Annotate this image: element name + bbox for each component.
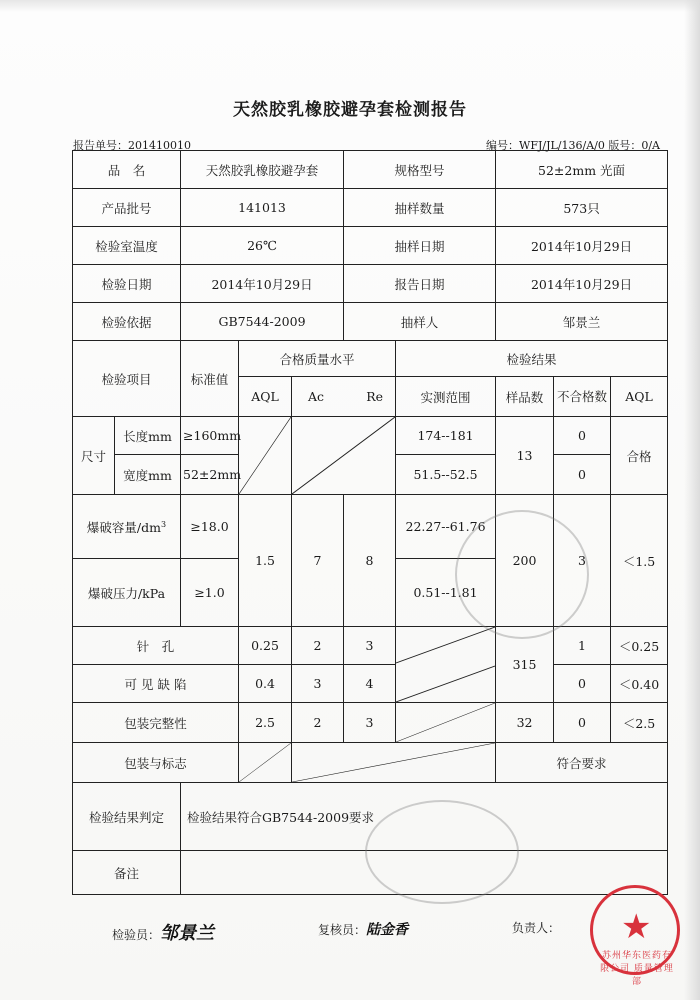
visible-defect-ac: 3 (292, 665, 344, 703)
info-row (73, 303, 668, 341)
seal-text: 苏州华东医药有限公司 质量管理部 (600, 951, 674, 987)
label-spec: 规格型号 (344, 151, 496, 189)
label-test-date: 检验日期 (73, 265, 181, 303)
burst-pressure-standard: ≥1.0 (181, 559, 239, 627)
length-standard: ≥160mm (181, 417, 239, 455)
label-sample-qty: 抽样数量 (344, 189, 496, 227)
value-test-date: 2014年10月29日 (181, 265, 344, 303)
pinhole-aql: 0.25 (239, 627, 292, 665)
value-sampler: 邹景兰 (496, 303, 668, 341)
report-title: 天然胶乳橡胶避孕套检测报告 (233, 100, 467, 120)
pinhole-defects: 1 (554, 627, 611, 665)
width-defects: 0 (554, 455, 611, 495)
inspector-signature (112, 919, 214, 945)
reviewer-signature (318, 919, 408, 939)
burst-pressure-range: 0.51--1.81 (396, 559, 496, 627)
size-samples: 13 (496, 417, 554, 495)
report-number: 报告单号：201410010 (73, 139, 191, 152)
value-batch: 141013 (181, 189, 344, 227)
header-range: 实测范围 (396, 377, 496, 417)
value-sample-qty: 573只 (496, 189, 668, 227)
package-integrity-aql-result: ＜2.5 (611, 703, 668, 743)
info-row (73, 189, 668, 227)
visible-defect-label: 可 见 缺 陷 (73, 665, 239, 703)
faded-stamp (365, 800, 519, 904)
package-integrity-row (73, 703, 668, 743)
info-row (73, 265, 668, 303)
size-aql-slash (239, 417, 292, 495)
conclusion-value: 检验结果符合GB7544-2009要求 (181, 783, 668, 851)
burst-defects: 3 (554, 495, 611, 627)
package-integrity-aql: 2.5 (239, 703, 292, 743)
reviewer-label: 复核员： (318, 923, 367, 937)
visible-defect-row (73, 665, 668, 703)
pinhole-row (73, 627, 668, 665)
value-report-date: 2014年10月29日 (496, 265, 668, 303)
burst-ac: 7 (292, 495, 344, 627)
scan-shadow-top (0, 0, 700, 12)
company-seal (590, 885, 680, 987)
label-report-date: 报告日期 (344, 265, 496, 303)
package-integrity-samples: 32 (496, 703, 554, 743)
marking-row (73, 743, 668, 783)
pinhole-label: 针 孔 (73, 627, 239, 665)
inspector-label: 检验员： (112, 928, 161, 942)
pinhole-aql-result: ＜0.25 (611, 627, 668, 665)
size-label: 尺寸 (73, 417, 115, 495)
value-product-name: 天然胶乳橡胶避孕套 (181, 151, 344, 189)
label-batch: 产品批号 (73, 189, 181, 227)
marking-result: 符合要求 (496, 743, 668, 783)
length-range: 174--181 (396, 417, 496, 455)
value-sampling-date: 2014年10月29日 (496, 227, 668, 265)
header-row (73, 341, 668, 377)
pinhole-re: 3 (344, 627, 396, 665)
pinhole-ac: 2 (292, 627, 344, 665)
document-code: 编号：WFJ/JL/136/A/0 版号：0/A (486, 139, 660, 152)
manager-signature (512, 919, 560, 936)
header-aql-result: AQL (611, 377, 668, 417)
package-range-slash (396, 703, 496, 743)
header-aql: AQL (239, 377, 292, 417)
header-ac: Ac (308, 389, 325, 404)
header-result: 检验结果 (396, 341, 668, 377)
manager-label: 负责人： (512, 921, 561, 935)
label-sampling-date: 抽样日期 (344, 227, 496, 265)
inspector-name: 邹景兰 (160, 923, 215, 944)
burst-re: 8 (344, 495, 396, 627)
visible-defect-aql-result: ＜0.40 (611, 665, 668, 703)
report-table (72, 150, 668, 895)
size-length-row (73, 417, 668, 455)
width-label: 宽度mm (115, 455, 181, 495)
star-icon: ★ (621, 907, 652, 947)
pinhole-visible-samples: 315 (496, 627, 554, 703)
burst-pressure-label: 爆破压力/kPa (73, 559, 181, 627)
pinhole-range-slash (396, 627, 496, 703)
header-ac-re (292, 377, 396, 417)
package-integrity-label: 包装完整性 (73, 703, 239, 743)
remark-label: 备注 (73, 851, 181, 895)
width-range: 51.5--52.5 (396, 455, 496, 495)
burst-aql-result: ＜1.5 (611, 495, 668, 627)
header-re: Re (366, 389, 384, 404)
header-standard: 标准值 (181, 341, 239, 417)
marking-label: 包装与标志 (73, 743, 239, 783)
label-sampler: 抽样人 (344, 303, 496, 341)
length-label: 长度mm (115, 417, 181, 455)
size-aql-result: 合格 (611, 417, 668, 495)
header-samples: 样品数 (496, 377, 554, 417)
package-integrity-ac: 2 (292, 703, 344, 743)
burst-volume-range: 22.27--61.76 (396, 495, 496, 559)
burst-samples: 200 (496, 495, 554, 627)
value-spec: 52±2mm 光面 (496, 151, 668, 189)
info-row (73, 151, 668, 189)
header-quality-level: 合格质量水平 (239, 341, 396, 377)
visible-defect-re: 4 (344, 665, 396, 703)
value-lab-temp: 26℃ (181, 227, 344, 265)
burst-volume-standard: ≥18.0 (181, 495, 239, 559)
burst-aql: 1.5 (239, 495, 292, 627)
scan-shadow-right (684, 0, 700, 1000)
size-ac-re-slash (292, 417, 396, 495)
reviewer-name: 陆金香 (366, 922, 409, 938)
faded-stamp (455, 510, 589, 639)
visible-defect-defects: 0 (554, 665, 611, 703)
label-lab-temp: 检验室温度 (73, 227, 181, 265)
width-standard: 52±2mm (181, 455, 239, 495)
conclusion-label: 检验结果判定 (73, 783, 181, 851)
marking-aql-slash (239, 743, 292, 783)
visible-defect-aql: 0.4 (239, 665, 292, 703)
marking-ac-re-range-slash (292, 743, 496, 783)
header-item: 检验项目 (73, 341, 181, 417)
burst-volume-label: 爆破容量$/dm^3$ (73, 495, 181, 559)
label-basis: 检验依据 (73, 303, 181, 341)
length-defects: 0 (554, 417, 611, 455)
value-basis: GB7544-2009 (181, 303, 344, 341)
package-integrity-defects: 0 (554, 703, 611, 743)
package-integrity-re: 3 (344, 703, 396, 743)
header-defects: 不合格数 (554, 377, 611, 417)
info-row (73, 227, 668, 265)
label-product-name: 品 名 (73, 151, 181, 189)
